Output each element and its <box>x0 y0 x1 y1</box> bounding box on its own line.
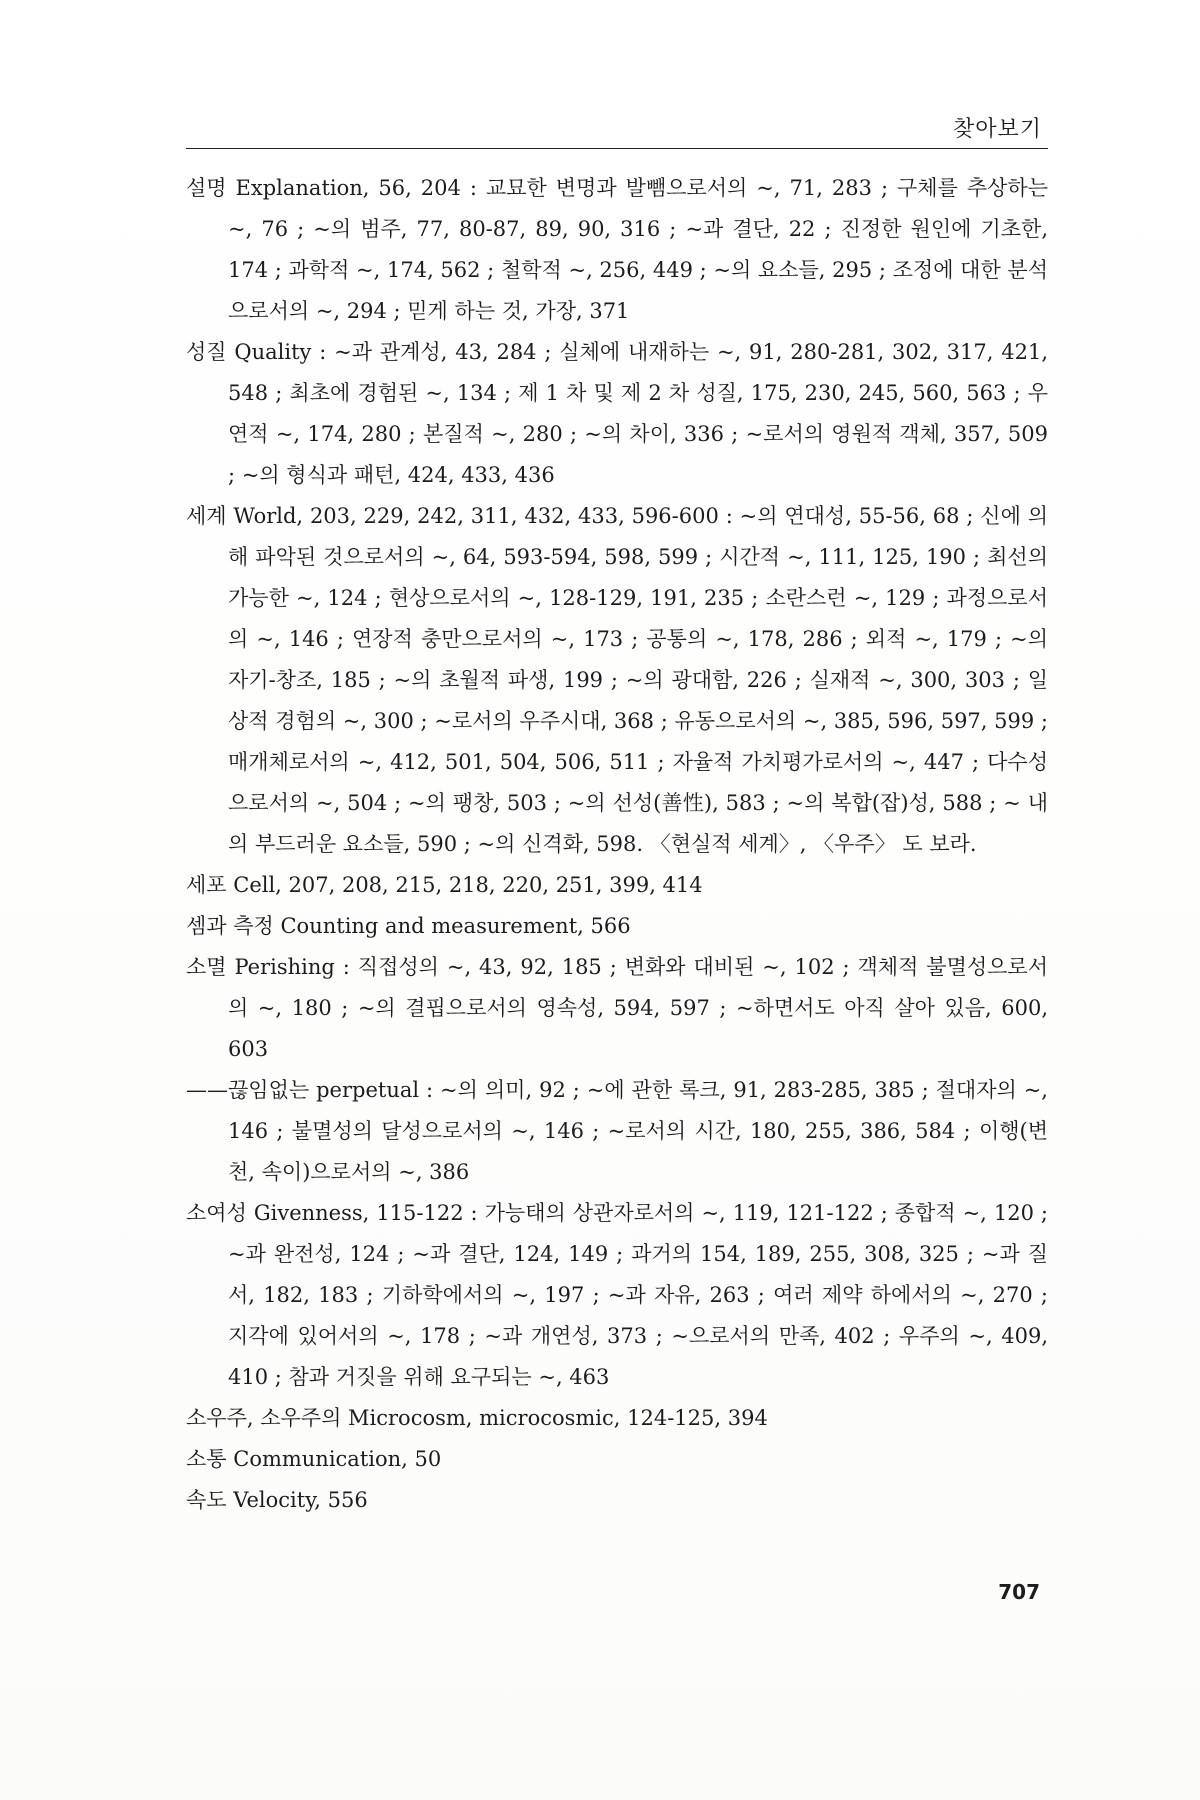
index-entry: 소멸 Perishing : 직접성의 ~, 43, 92, 185 ; 변화와 대비된 ~, 102 ; 객체적 불멸성으로서의 ~, 180 ; ~의 결핍으로서의 영속성, 594, 597 ; ~하면서도 아직 살아 있음, 600, 603 <box>186 955 1048 1061</box>
index-entry: 세계 World, 203, 229, 242, 311, 432, 433, 596-600 : ~의 연대성, 55-56, 68 ; 신에 의해 파악된 것으로서의 ~, 64, 593-594, 598, 599 ; 시간적 ~, 111, 125, 190 ; 최선의 가능한 ~, 124 ; 현상으로서의 ~, 128-129, 191, 235 ; 소란스런 ~, 129 ; 과정으로서의 ~, 146 ; 연장적 충만으로서의 ~, 173 ; 공통의 ~, 178, 286 ; 외적 ~, 179 ; ~의 자기-창조, 185 ; ~의 초월적 파생, 199 ; ~의 광대함, 226 ; 실재적 ~, 300, 303 ; 일상적 경험의 ~, 300 ; ~로서의 우주시대, 368 ; 유동으로서의 ~, 385, 596, 597, 599 ; 매개체로서의 ~, 412, 501, 504, 506, 511 ; 자율적 가치평가로서의 ~, 447 ; 다수성으로서의 ~, 504 ; ~의 팽창, 503 ; ~의 선성(善性), 583 ; ~의 복합(잡)성, 588 ; ~ 내의 부드러운 요소들, 590 ; ~의 신격화, 598. 〈현실적 세계〉, 〈우주〉 도 보라. <box>186 504 1048 856</box>
index-entry: 소여성 Givenness, 115-122 : 가능태의 상관자로서의 ~, 119, 121-122 ; 종합적 ~, 120 ; ~과 완전성, 124 ; ~과 결단, 124, 149 ; 과거의 154, 189, 255, 308, 325 ; ~과 질서, 182, 183 ; 기하학에서의 ~, 197 ; ~과 자유, 263 ; 여러 제약 하에서의 ~, 270 ; 지각에 있어서의 ~, 178 ; ~과 개연성, 373 ; ~으로서의 만족, 402 ; 우주의 ~, 409, 410 ; 참과 거짓을 위해 요구되는 ~, 463 <box>186 1201 1048 1389</box>
index-entry: 소우주, 소우주의 Microcosm, microcosmic, 124-125, 394 <box>186 1406 768 1430</box>
index-list <box>186 168 1048 1521</box>
index-entry: 성질 Quality : ~과 관계성, 43, 284 ; 실체에 내재하는 ~, 91, 280-281, 302, 317, 421, 548 ; 최초에 경험된 ~, 134 ; 제 1 차 및 제 2 차 성질, 175, 230, 245, 560, 563 ; 우연적 ~, 174, 280 ; 본질적 ~, 280 ; ~의 차이, 336 ; ~로서의 영원적 객체, 357, 509 ; ~의 형식과 패턴, 424, 433, 436 <box>186 340 1048 487</box>
index-entry: 세포 Cell, 207, 208, 215, 218, 220, 251, 399, 414 <box>186 873 703 897</box>
index-entry: 속도 Velocity, 556 <box>186 1488 368 1512</box>
page-number: 707 <box>998 1580 1040 1604</box>
header-rule <box>186 148 1048 149</box>
index-entry: 셈과 측정 Counting and measurement, 566 <box>186 914 631 938</box>
running-head: 찾아보기 <box>952 117 1042 142</box>
index-entry: 설명 Explanation, 56, 204 : 교묘한 변명과 발뺌으로서의 ~, 71, 283 ; 구체를 추상하는 ~, 76 ; ~의 범주, 77, 80-87, 89, 90, 316 ; ~과 결단, 22 ; 진정한 원인에 기초한, 174 ; 과학적 ~, 174, 562 ; 철학적 ~, 256, 449 ; ~의 요소들, 295 ; 조정에 대한 분석으로서의 ~, 294 ; 믿게 하는 것, 가장, 371 <box>186 176 1048 323</box>
index-subentry: ——끊임없는 perpetual : ~의 의미, 92 ; ~에 관한 록크, 91, 283-285, 385 ; 절대자의 ~, 146 ; 불멸성의 달성으로서의 ~, 146 ; ~로서의 시간, 180, 255, 386, 584 ; 이행(변천, 속이)으로서의 ~, 386 <box>186 1078 1048 1184</box>
index-entry: 소통 Communication, 50 <box>186 1447 442 1471</box>
